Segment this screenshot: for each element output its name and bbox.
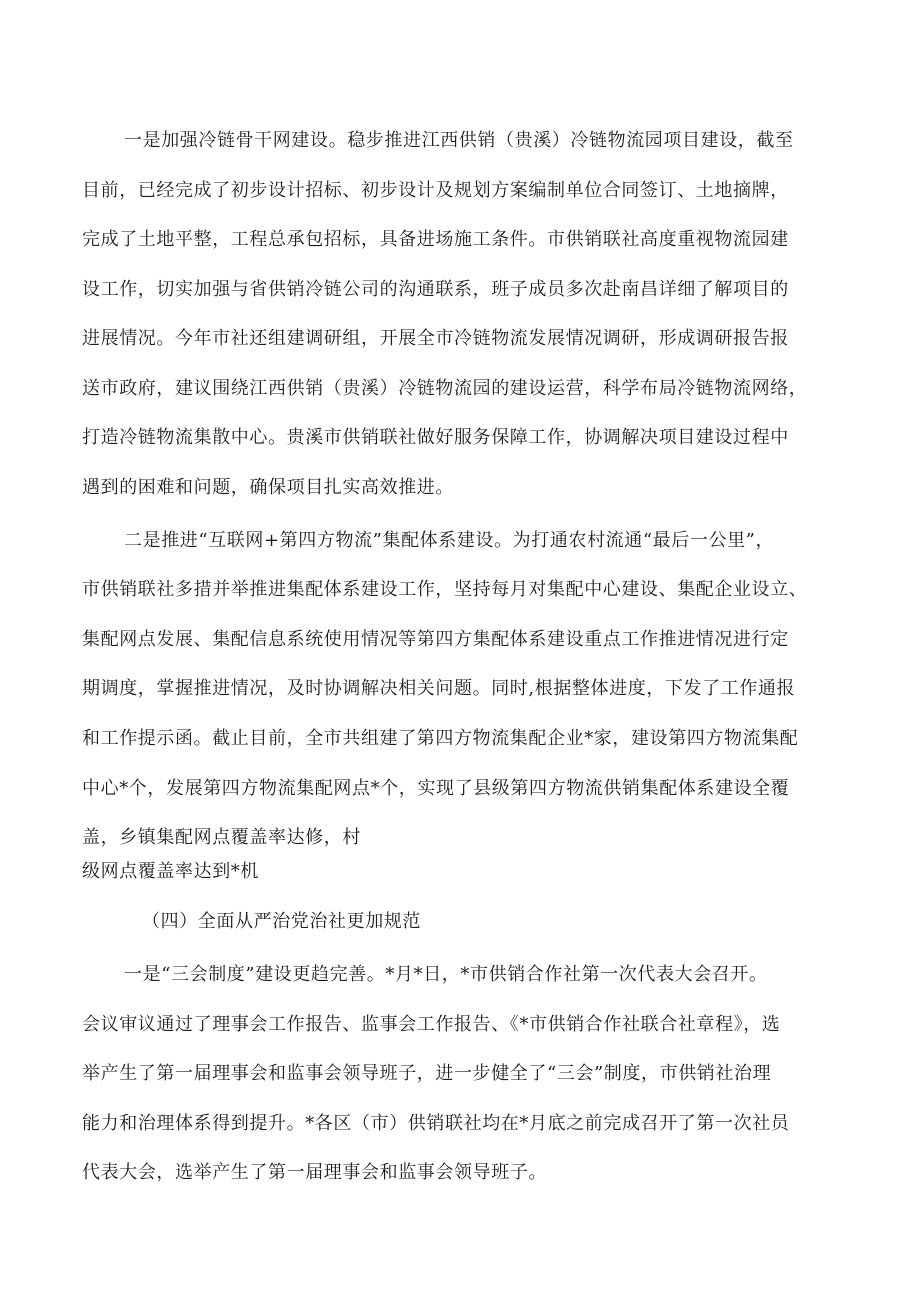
paragraph-2-line-7: 盖，乡镇集配网点覆盖率达修，村 xyxy=(82,827,361,848)
paragraph-3-line-2: 会议审议通过了理事会工作报告、监事会工作报告、《*市供销合作社联合社章程》，选 xyxy=(82,1014,781,1035)
paragraph-1-line-7: 打造冷链物流集散中心。贵溪市供销联社做好服务保障工作，协调解决项目建设过程中 xyxy=(82,427,789,448)
paragraph-2-line-1: 二是推进“互联网+第四方物流”集配体系建设。为打通农村流通“最后一公里”， xyxy=(124,530,775,551)
paragraph-1-line-5: 进展情况。今年市社还组建调研组，开展全市冷链物流发展情况调研，形成调研报告报 xyxy=(82,328,789,349)
paragraph-3-line-4: 能力和治理体系得到提升。*各区（市）供销联社均在*月底之前完成召开了第一次社员 xyxy=(82,1113,790,1134)
paragraph-1-line-2: 目前，已经完成了初步设计招标、初步设计及规划方案编制单位合同签订、土地摘牌， xyxy=(82,180,789,201)
paragraph-2-line-5: 和工作提示函。截止目前，全市共组建了第四方物流集配企业*家，建设第四方物流集配 xyxy=(82,728,799,749)
section-heading: （四）全面从严治党治社更加规范 xyxy=(142,911,421,932)
paragraph-1-line-1: 一是加强冷链骨干网建设。稳步推进江西供销（贵溪）冷链物流园项目建设，截至 xyxy=(124,130,794,151)
paragraph-1-line-6: 送市政府，建议围绕江西供销（贵溪）冷链物流园的建设运营，科学布局冷链物流网络， xyxy=(82,378,808,399)
paragraph-2-line-4: 期调度，掌握推进情况，及时协调解决相关问题。同时,根据整体进度，下发了工作通报 xyxy=(82,678,796,699)
paragraph-1-line-4: 设工作，切实加强与省供销冷链公司的沟通联系，班子成员多次赴南昌详细了解项目的 xyxy=(82,279,789,300)
paragraph-3-line-1: 一是“三会制度”建设更趋完善。*月*日，*市供销合作社第一次代表大会召开。 xyxy=(124,964,768,985)
paragraph-3-line-5: 代表大会，选举产生了第一届理事会和监事会领导班子。 xyxy=(82,1162,547,1183)
paragraph-3-line-3: 举产生了第一届理事会和监事会领导班子，进一步健全了“三会”制度，市供销社治理 xyxy=(82,1063,772,1084)
paragraph-2-line-8: 级网点覆盖率达到*机 xyxy=(82,861,259,882)
paragraph-2-line-2: 市供销联社多措并举推进集配体系建设工作，坚持每月对集配中心建设、集配企业设立、 xyxy=(82,579,808,600)
paragraph-1-line-8: 遇到的困难和问题，确保项目扎实高效推进。 xyxy=(82,477,454,498)
paragraph-2-line-3: 集配网点发展、集配信息系统使用情况等第四方集配体系建设重点工作推进情况进行定 xyxy=(82,629,789,650)
paragraph-1-line-3: 完成了土地平整，工程总承包招标，具备进场施工条件。市供销联社高度重视物流园建 xyxy=(82,229,789,250)
paragraph-2-line-6: 中心*个，发展第四方物流集配网点*个，实现了县级第四方物流供销集配体系建设全覆 xyxy=(82,778,790,799)
